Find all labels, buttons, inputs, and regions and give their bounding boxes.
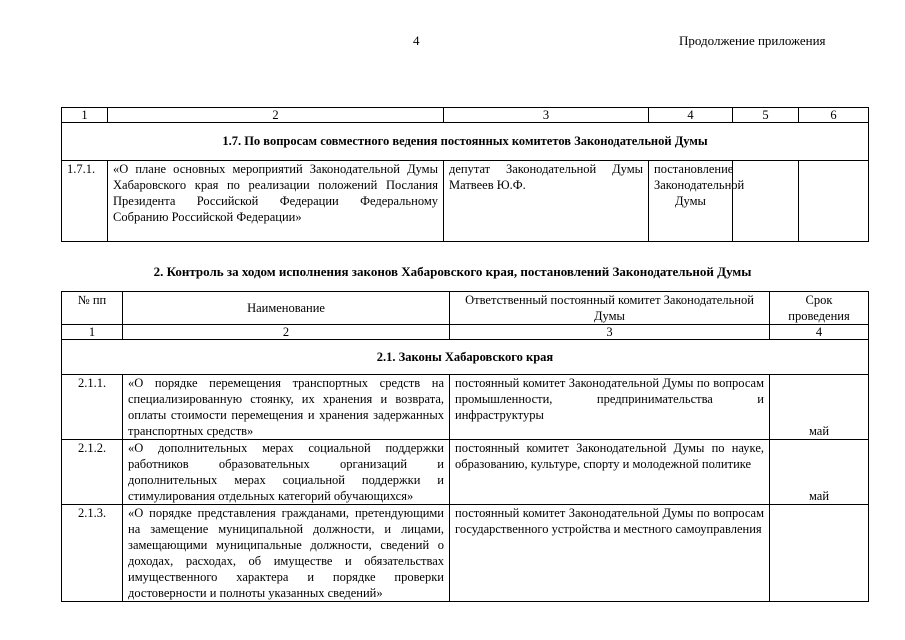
row-responsible: депутат Законодательной Думы Матвеев Ю.Ф. bbox=[444, 161, 649, 242]
section-title: 1.7. По вопросам совместного ведения постоянных комитетов Законодательной Думы bbox=[62, 123, 869, 161]
column-number: 4 bbox=[649, 108, 733, 123]
column-number: 6 bbox=[799, 108, 869, 123]
section-title-row bbox=[62, 123, 869, 161]
row-committee: постоянный комитет Законодательной Думы по науке, образованию, культуре, спорту и молодежной политике bbox=[450, 440, 770, 505]
row-term: май bbox=[770, 440, 869, 505]
header-num: № пп bbox=[62, 292, 123, 325]
continuation-label: Продолжение приложения bbox=[679, 33, 826, 48]
row-name: «О дополнительных мерах социальной поддержки работников образовательных организаций и дополнительных мерах социальной поддержки и стимулирования отдельных категорий обучающихся» bbox=[123, 440, 450, 505]
table-row bbox=[62, 440, 869, 505]
row-col6 bbox=[799, 161, 869, 242]
column-number: 1 bbox=[62, 325, 123, 340]
plan-table-1-7 bbox=[61, 107, 869, 242]
column-number-row bbox=[62, 325, 869, 340]
table-row bbox=[62, 375, 869, 440]
row-term: май bbox=[770, 375, 869, 440]
row-name: «О порядке перемещения транспортных средств на специализированную стоянку, их хранения и возврата, оплаты стоимости перемещения и хранения задержанных транспортных средств» bbox=[123, 375, 450, 440]
section-title-row bbox=[62, 340, 869, 375]
row-number: 2.1.3. bbox=[62, 505, 123, 602]
row-number: 1.7.1. bbox=[62, 161, 108, 242]
column-number: 2 bbox=[108, 108, 444, 123]
column-number: 2 bbox=[123, 325, 450, 340]
section-title: 2.1. Законы Хабаровского края bbox=[62, 340, 869, 375]
column-number: 3 bbox=[444, 108, 649, 123]
row-name: «О порядке представления гражданами, претендующими на замещение муниципальной должности, и лицами, замещающими муниципальные должности, сведений о доходах, расходах, об имуществе и обязательствах имущественного характера и порядке проверки достоверности и полноты указанных сведений» bbox=[123, 505, 450, 602]
header-row bbox=[62, 292, 869, 325]
row-name: «О плане основных мероприятий Законодательной Думы Хабаровского края по реализации положений Послания Президента Российской Федерации Федеральному Собранию Российской Федерации» bbox=[108, 161, 444, 242]
row-document-form: постановление Законодательной Думы bbox=[649, 161, 733, 242]
header-term: Срок проведения bbox=[770, 292, 869, 325]
column-number: 4 bbox=[770, 325, 869, 340]
row-committee: постоянный комитет Законодательной Думы по вопросам промышленности, предпринимательства и инфраструктуры bbox=[450, 375, 770, 440]
section-2-heading: 2. Контроль за ходом исполнения законов Хабаровского края, постановлений Законодательной Думы bbox=[153, 264, 752, 279]
row-term bbox=[770, 505, 869, 602]
row-committee: постоянный комитет Законодательной Думы по вопросам государственного устройства и местного самоуправления bbox=[450, 505, 770, 602]
column-number-row bbox=[62, 108, 869, 123]
page-number: 4 bbox=[413, 33, 420, 48]
control-table bbox=[61, 291, 869, 602]
table-row bbox=[62, 161, 869, 242]
column-number: 5 bbox=[733, 108, 799, 123]
row-number: 2.1.1. bbox=[62, 375, 123, 440]
row-col5 bbox=[733, 161, 799, 242]
row-number: 2.1.2. bbox=[62, 440, 123, 505]
header-committee: Ответственный постоянный комитет Законодательной Думы bbox=[450, 292, 770, 325]
table-row bbox=[62, 505, 869, 602]
column-number: 3 bbox=[450, 325, 770, 340]
header-name: Наименование bbox=[123, 292, 450, 325]
column-number: 1 bbox=[62, 108, 108, 123]
